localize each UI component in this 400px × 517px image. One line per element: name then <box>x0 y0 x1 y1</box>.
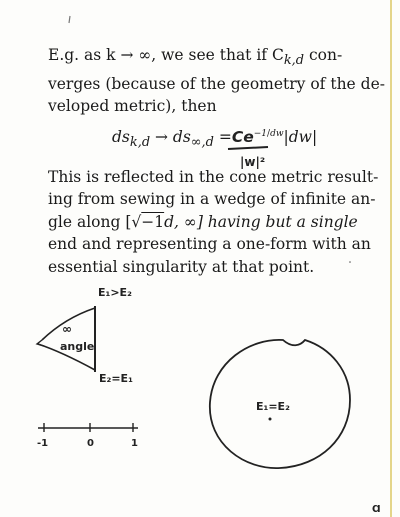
circle-center-dot <box>269 418 272 421</box>
paragraph-2-line-2: ing from sewing in a wedge of infinite an- <box>48 190 376 209</box>
handwritten-insert: Ce <box>231 128 254 146</box>
label-e1-greater-e2: E₁>E₂ <box>98 286 132 299</box>
label-e2-equals-e1: E₂=E₁ <box>99 372 133 385</box>
tick-label-zero: 0 <box>87 438 94 449</box>
display-equation: $ds_{k,d} \to ds_{\infty,d} =Ce^{-1/dw}|dw|$ <box>112 128 318 151</box>
tick-label-neg-one: -1 <box>37 438 49 449</box>
paragraph-1-line-1: E.g. as k → ∞, we see that if $C_{k,d}$ con- <box>48 46 343 69</box>
paragraph-2-line-4: end and representing a one-form with an <box>48 235 371 254</box>
stray-mark <box>69 16 70 23</box>
paragraph-2-line-5: essential singularity at that point. <box>48 257 315 276</box>
label-angle: angle <box>60 340 95 353</box>
label-infinity: ∞ <box>62 322 72 336</box>
handwritten-fraction-bar <box>228 147 268 149</box>
corner-mark: Ɑ <box>372 504 381 515</box>
paragraph-1-line-3: veloped metric), then <box>48 96 217 115</box>
wedge-arrow-head <box>37 340 44 346</box>
stray-dot <box>349 261 351 263</box>
label-e1-equals-e2: E₁=E₂ <box>256 400 290 413</box>
handwritten-denominator: |w|² <box>240 155 266 169</box>
paragraph-1-line-2: verges (because of the geometry of the de- <box>48 74 385 93</box>
paragraph-2-line-3: gle along [√−1d, ∞] having but a single <box>48 212 358 231</box>
paragraph-2-line-1: This is reflected in the cone metric result- <box>48 168 379 186</box>
tick-label-one: 1 <box>131 438 138 449</box>
